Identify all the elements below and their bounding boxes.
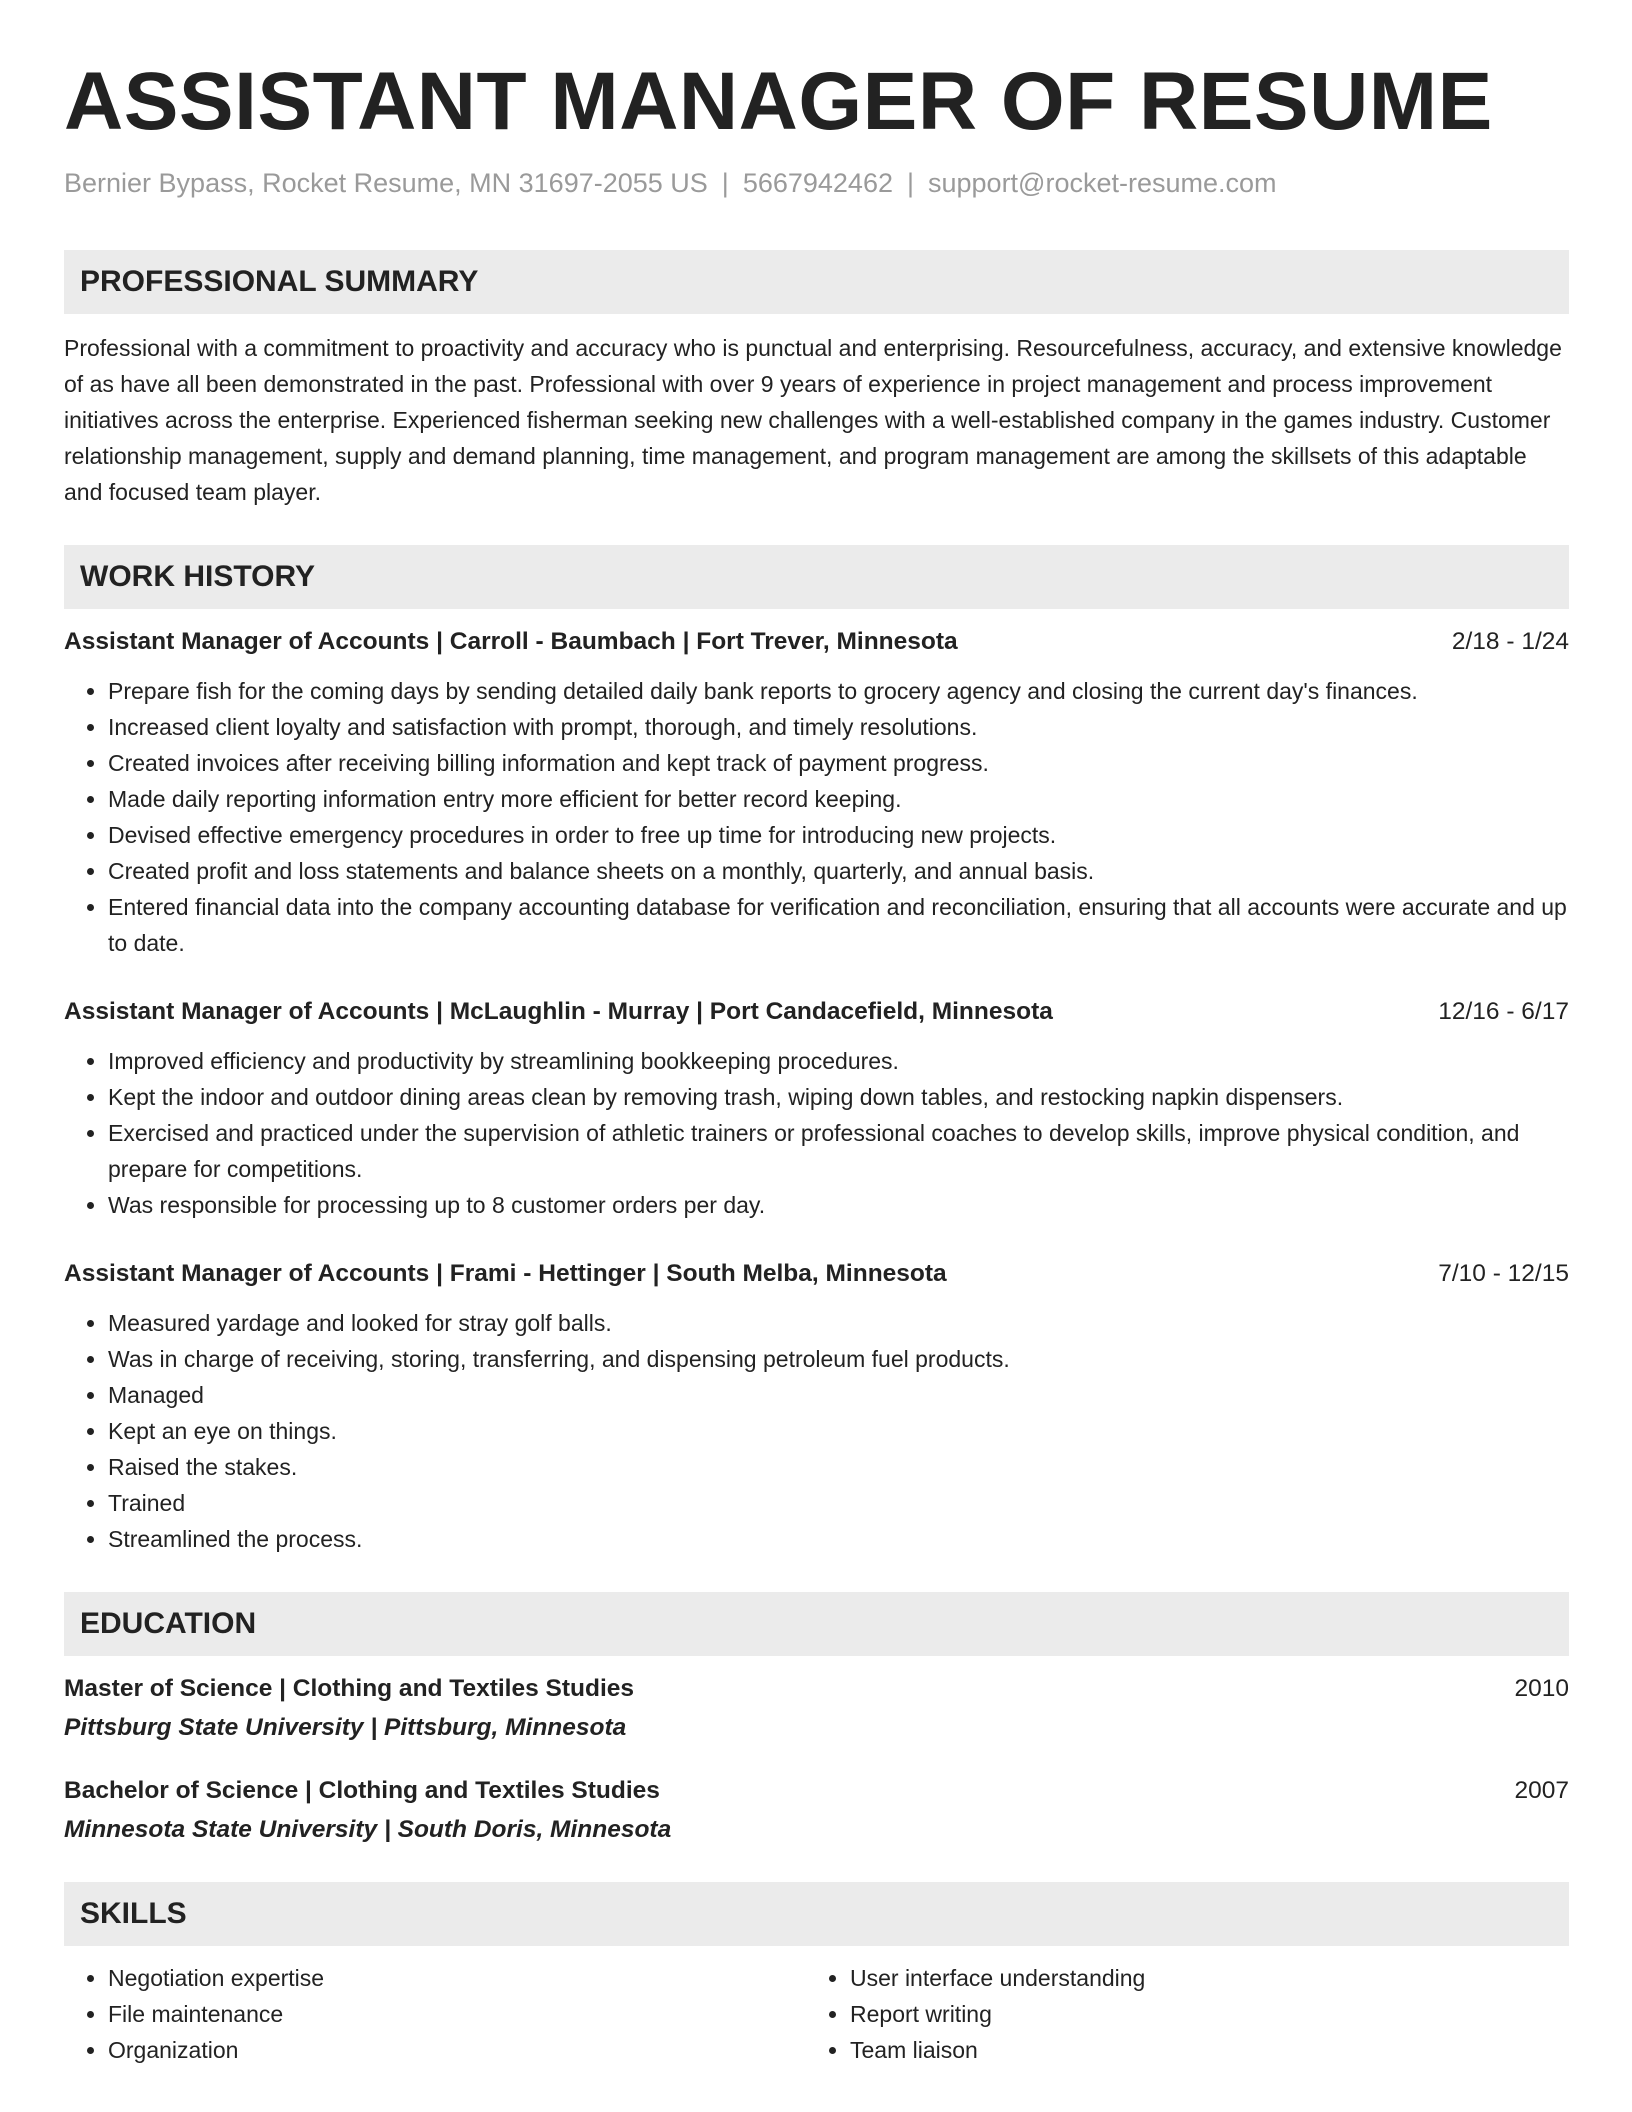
summary-section	[64, 250, 1569, 510]
job-bullet: • Managed	[108, 1377, 1569, 1413]
skills-list-right	[806, 1960, 1548, 2068]
job-entry	[64, 995, 1569, 1223]
job-bullet: • Prepare fish for the coming days by sending detailed daily bank reports to grocery agency and closing the current day's finances.	[108, 673, 1569, 709]
skills-columns	[64, 1960, 1569, 2068]
summary-heading: PROFESSIONAL SUMMARY	[64, 250, 1569, 314]
education-degree: Bachelor of Science | Clothing and Textiles Studies	[64, 1777, 660, 1804]
skill-item: • Report writing	[850, 1996, 1548, 2032]
education-school: Pittsburg State University | Pittsburg, Minnesota	[64, 1714, 627, 1741]
resume-page	[64, 52, 1569, 2068]
job-bullet: • Entered financial data into the company accounting database for verification and reconciliation, ensuring that all accounts were accurate and up to date.	[108, 889, 1569, 961]
job-entry	[64, 1257, 1569, 1557]
job-bullets	[64, 1305, 1569, 1557]
job-bullet: • Trained	[108, 1485, 1569, 1521]
job-bullet: • Made daily reporting information entry more efficient for better record keeping.	[108, 781, 1569, 817]
job-header	[64, 1257, 1569, 1291]
education-school: Minnesota State University | South Doris, Minnesota	[64, 1816, 672, 1843]
job-dates: 12/16 - 6/17	[1438, 998, 1569, 1025]
contact-line	[64, 166, 1569, 200]
job-bullet: • Kept an eye on things.	[108, 1413, 1569, 1449]
job-bullet: • Created profit and loss statements and balance sheets on a monthly, quarterly, and annual basis.	[108, 853, 1569, 889]
skill-item: • File maintenance	[108, 1996, 806, 2032]
job-bullet: • Was responsible for processing up to 8 customer orders per day.	[108, 1187, 1569, 1223]
work-history-section	[64, 545, 1569, 1557]
job-dates: 7/10 - 12/15	[1438, 1260, 1569, 1287]
skill-item: • Negotiation expertise	[108, 1960, 806, 1996]
education-year: 2007	[1514, 1777, 1569, 1804]
job-title: Assistant Manager of Accounts | Carroll - Baumbach | Fort Trever, Minnesota	[64, 628, 958, 655]
job-bullet: • Measured yardage and looked for stray golf balls.	[108, 1305, 1569, 1341]
job-header	[64, 995, 1569, 1029]
education-year: 2010	[1514, 1675, 1569, 1702]
job-bullet: • Was in charge of receiving, storing, transferring, and dispensing petroleum fuel products.	[108, 1341, 1569, 1377]
skill-item: • User interface understanding	[850, 1960, 1548, 1996]
job-bullet: • Devised effective emergency procedures in order to free up time for introducing new projects.	[108, 817, 1569, 853]
summary-text: Professional with a commitment to proactivity and accuracy who is punctual and enterprising. Resourcefulness, accuracy, and extensive knowledge of as have all been demonstrated in the past. Professional with over 9 years of experience in project management and process improvement initiatives across the enterprise. Experienced fisherman seeking new challenges with a well-established company in the games industry. Customer relationship management, supply and demand planning, time management, and program management are among the skillsets of this adaptable and focused team player.	[64, 335, 1562, 505]
education-section	[64, 1592, 1569, 1848]
job-bullets	[64, 1043, 1569, 1223]
skills-list-left	[64, 1960, 806, 2068]
job-title: Assistant Manager of Accounts | McLaughlin - Murray | Port Candacefield, Minnesota	[64, 998, 1053, 1025]
contact-separator: |	[906, 168, 914, 198]
contact-separator: |	[721, 168, 729, 198]
job-title: Assistant Manager of Accounts | Frami - Hettinger | South Melba, Minnesota	[64, 1260, 947, 1287]
education-entry	[64, 1774, 1569, 1848]
education-header	[64, 1672, 1569, 1706]
job-bullet: • Exercised and practiced under the supervision of athletic trainers or professional coaches to develop skills, improve physical condition, and prepare for competitions.	[108, 1115, 1569, 1187]
job-bullet: • Streamlined the process.	[108, 1521, 1569, 1557]
contact-phone: 5667942462	[742, 168, 893, 198]
job-entry	[64, 625, 1569, 961]
work-history-heading: WORK HISTORY	[64, 545, 1569, 609]
contact-email: support@rocket-resume.com	[928, 168, 1277, 198]
job-bullet: • Kept the indoor and outdoor dining areas clean by removing trash, wiping down tables, and restocking napkin dispensers.	[108, 1079, 1569, 1115]
skills-heading: SKILLS	[64, 1882, 1569, 1946]
education-entry	[64, 1672, 1569, 1746]
job-bullet: • Created invoices after receiving billing information and kept track of payment progress.	[108, 745, 1569, 781]
job-dates: 2/18 - 1/24	[1451, 628, 1569, 655]
education-heading: EDUCATION	[64, 1592, 1569, 1656]
contact-address: Bernier Bypass, Rocket Resume, MN 31697-2055 US	[64, 168, 708, 198]
job-bullet: • Raised the stakes.	[108, 1449, 1569, 1485]
job-bullet: • Increased client loyalty and satisfaction with prompt, thorough, and timely resolutions.	[108, 709, 1569, 745]
education-header	[64, 1774, 1569, 1808]
job-bullet: • Improved efficiency and productivity by streamlining bookkeeping procedures.	[108, 1043, 1569, 1079]
skills-section	[64, 1882, 1569, 2068]
job-bullets	[64, 673, 1569, 961]
job-header	[64, 625, 1569, 659]
resume-title: ASSISTANT MANAGER OF RESUME	[64, 56, 1493, 147]
skill-item: • Organization	[108, 2032, 806, 2068]
education-degree: Master of Science | Clothing and Textiles Studies	[64, 1675, 635, 1702]
skill-item: • Team liaison	[850, 2032, 1548, 2068]
